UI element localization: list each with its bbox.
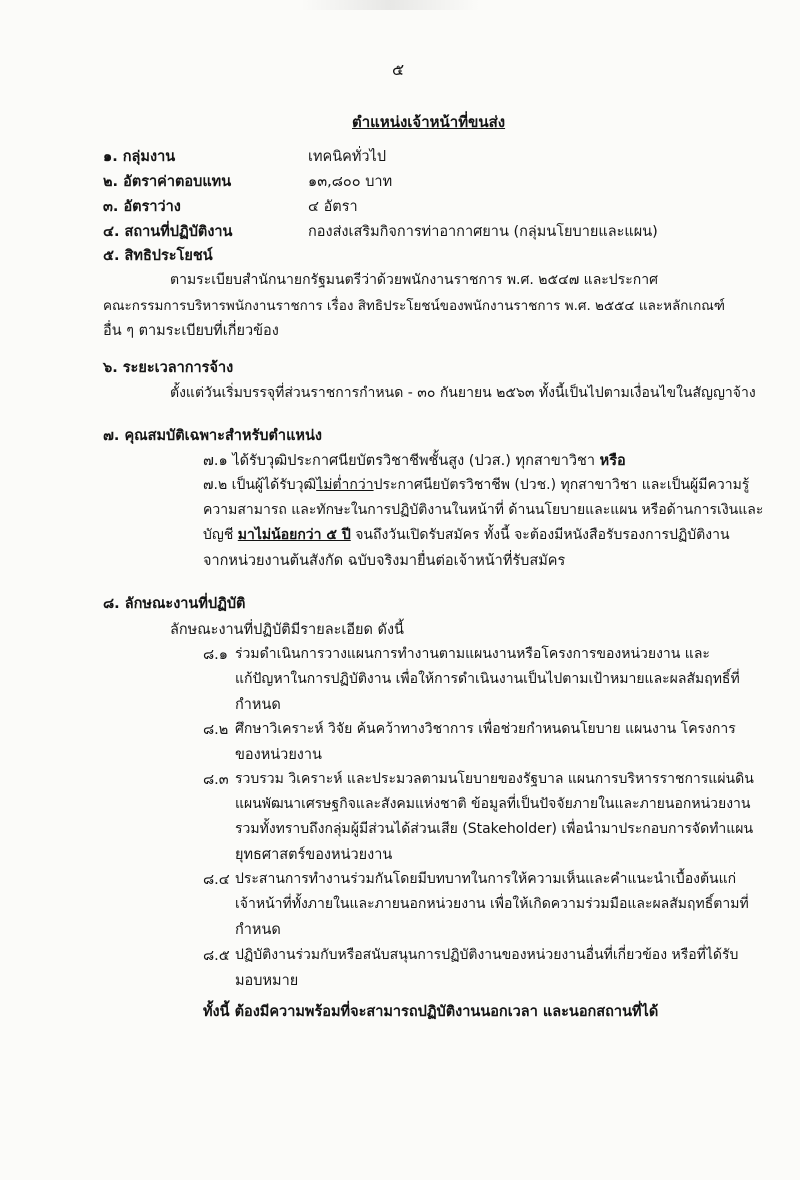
info-value-3: ๔ อัตรา: [308, 199, 358, 215]
section-5-line-2: คณะกรรมการบริหารพนักงานราชการ เรื่อง สิทธิประโยชน์ของพนักงานราชการ พ.ศ. ๒๕๕๔ และหลักเกณฑ์: [103, 298, 725, 314]
section-5-line-1: ตามระเบียบสำนักนายกรัฐมนตรีว่าด้วยพนักงานราชการ พ.ศ. ๒๕๔๗ และประกาศ: [170, 272, 658, 288]
qualification-7-1-text: ๗.๑ ได้รับวุฒิประกาศนียบัตรวิชาชีพชั้นสูง (ปวส.) ทุกสาขาวิชา: [203, 453, 596, 469]
duty-8-1-number: ๘.๑: [203, 647, 228, 663]
qualification-7-2-years: มาไม่น้อยกว่า ๕ ปี: [237, 527, 351, 543]
duty-8-5-number: ๘.๕: [203, 948, 230, 964]
duty-8-1-line-1: ร่วมดำเนินการวางแผนการทำงานตามแผนงานหรือโครงการของหน่วยงาน และ: [235, 646, 710, 662]
qualification-7-2-line-4: จากหน่วยงานต้นสังกัด ฉบับจริงมายื่นต่อเจ้าหน้าที่รับสมัคร: [203, 553, 566, 569]
duty-8-5-line-2: มอบหมาย: [235, 973, 299, 989]
info-value-1: เทคนิคทั่วไป: [308, 149, 387, 165]
qualification-7-2-until: จนถึงวันเปิดรับสมัคร ทั้งนี้ จะต้องมีหนังสือรับรองการปฏิบัติงาน: [355, 527, 730, 543]
duty-8-5-line-1: ปฏิบัติงานร่วมกับหรือสนับสนุนการปฏิบัติงานของหน่วยงานอื่นที่เกี่ยวข้อง หรือที่ได้รับ: [235, 947, 739, 963]
qualification-7-1: [203, 449, 626, 472]
qualification-7-2-prefix: ๗.๒ เป็นผู้ได้รับวุฒิ: [203, 477, 317, 493]
scan-smudge: [300, 0, 480, 10]
section-5-line-3: อื่น ๆ ตามระเบียบที่เกี่ยวข้อง: [103, 323, 279, 339]
duty-8-4-line-1: ประสานการทำงานร่วมกันโดยมีบทบาทในการให้ความเห็นและคำแนะนำเบื้องต้นแก่: [235, 871, 737, 887]
info-label-1: ๑. กลุ่มงาน: [103, 149, 176, 165]
duty-8-4-number: ๘.๔: [203, 872, 230, 888]
section-6-heading: ๖. ระยะเวลาการจ้าง: [103, 360, 234, 376]
duty-8-3-number: ๘.๓: [203, 772, 229, 788]
info-label-3: ๓. อัตราว่าง: [103, 199, 181, 215]
duty-8-2-number: ๘.๒: [203, 722, 229, 738]
duty-8-3-line-4: ยุทธศาสตร์ของหน่วยงาน: [235, 847, 393, 863]
info-value-2: ๑๓,๘๐๐ บาท: [308, 174, 393, 190]
section-6-line: ตั้งแต่วันเริ่มบรรจุที่ส่วนราชการกำหนด - ๓๐ กันยายน ๒๕๖๓ ทั้งนี้เป็นไปตามเงื่อนไขในสัญญาจ้าง: [170, 385, 756, 401]
qualification-7-1-or: หรือ: [599, 453, 626, 469]
duty-8-2-line-1: ศึกษาวิเคราะห์ วิจัย ค้นคว้าทางวิชาการ เพื่อช่วยกำหนดนโยบาย แผนงาน โครงการ: [235, 721, 736, 737]
duty-8-4-line-3: กำหนด: [235, 922, 281, 938]
duty-8-4-line-2: เจ้าหน้าที่ทั้งภายในและภายนอกหน่วยงาน เพื่อให้เกิดความร่วมมือและผลสัมฤทธิ์ตามที่: [235, 896, 749, 912]
qualification-7-2-line-2: ความสามารถ และทักษะในการปฏิบัติงานในหน้าที่ ด้านนโยบายและแผน หรือด้านการเงินและ: [203, 502, 764, 518]
duty-8-3-line-1: รวบรวม วิเคราะห์ และประมวลตามนโยบายของรัฐบาล แผนการบริหารราชการแผ่นดิน: [235, 771, 754, 787]
section-5-heading: ๕. สิทธิประโยชน์: [103, 248, 213, 264]
info-label-4: ๔. สถานที่ปฏิบัติงาน: [103, 224, 233, 240]
duty-8-2-line-2: ของหน่วยงาน: [235, 747, 322, 763]
closing-statement: ทั้งนี้ ต้องมีความพร้อมที่จะสามารถปฏิบัติงานนอกเวลา และนอกสถานที่ได้: [203, 1004, 659, 1020]
qualification-7-2-line-1: [203, 474, 749, 496]
page-number: ๕: [392, 60, 405, 79]
page-title: ตำแหน่งเจ้าหน้าที่ขนส่ง: [352, 113, 506, 131]
qualification-7-2-suffix: ประกาศนียบัตรวิชาชีพ (ปวช.) ทุกสาขาวิชา และเป็นผู้มีความรู้: [373, 477, 750, 493]
section-8-intro: ลักษณะงานที่ปฏิบัติมีรายละเอียด ดังนี้: [170, 622, 404, 638]
duty-8-3-line-3: รวมทั้งทราบถึงกลุ่มผู้มีส่วนได้ส่วนเสีย (Stakeholder) เพื่อนำมาประกอบการจัดทำแผน: [235, 821, 754, 837]
duty-8-1-line-3: กำหนด: [235, 697, 281, 713]
qualification-7-2-underlined: ไม่ต่ำกว่า: [316, 477, 374, 493]
info-label-2: ๒. อัตราค่าตอบแทน: [103, 174, 232, 190]
qualification-7-2-line-3: [203, 524, 730, 546]
section-8-heading: ๘. ลักษณะงานที่ปฏิบัติ: [103, 596, 246, 612]
info-value-4: กองส่งเสริมกิจการท่าอากาศยาน (กลุ่มนโยบายและแผน): [308, 224, 658, 240]
section-7-heading: ๗. คุณสมบัติเฉพาะสำหรับตำแหน่ง: [103, 428, 322, 444]
duty-8-3-line-2: แผนพัฒนาเศรษฐกิจและสังคมแห่งชาติ ข้อมูลที่เป็นปัจจัยภายในและภายนอกหน่วยงาน: [235, 796, 751, 812]
duty-8-1-line-2: แก้ปัญหาในการปฏิบัติงาน เพื่อให้การดำเนินงานเป็นไปตามเป้าหมายและผลสัมฤทธิ์ที่: [235, 671, 740, 687]
qualification-7-2-account: บัญชี: [203, 527, 234, 543]
